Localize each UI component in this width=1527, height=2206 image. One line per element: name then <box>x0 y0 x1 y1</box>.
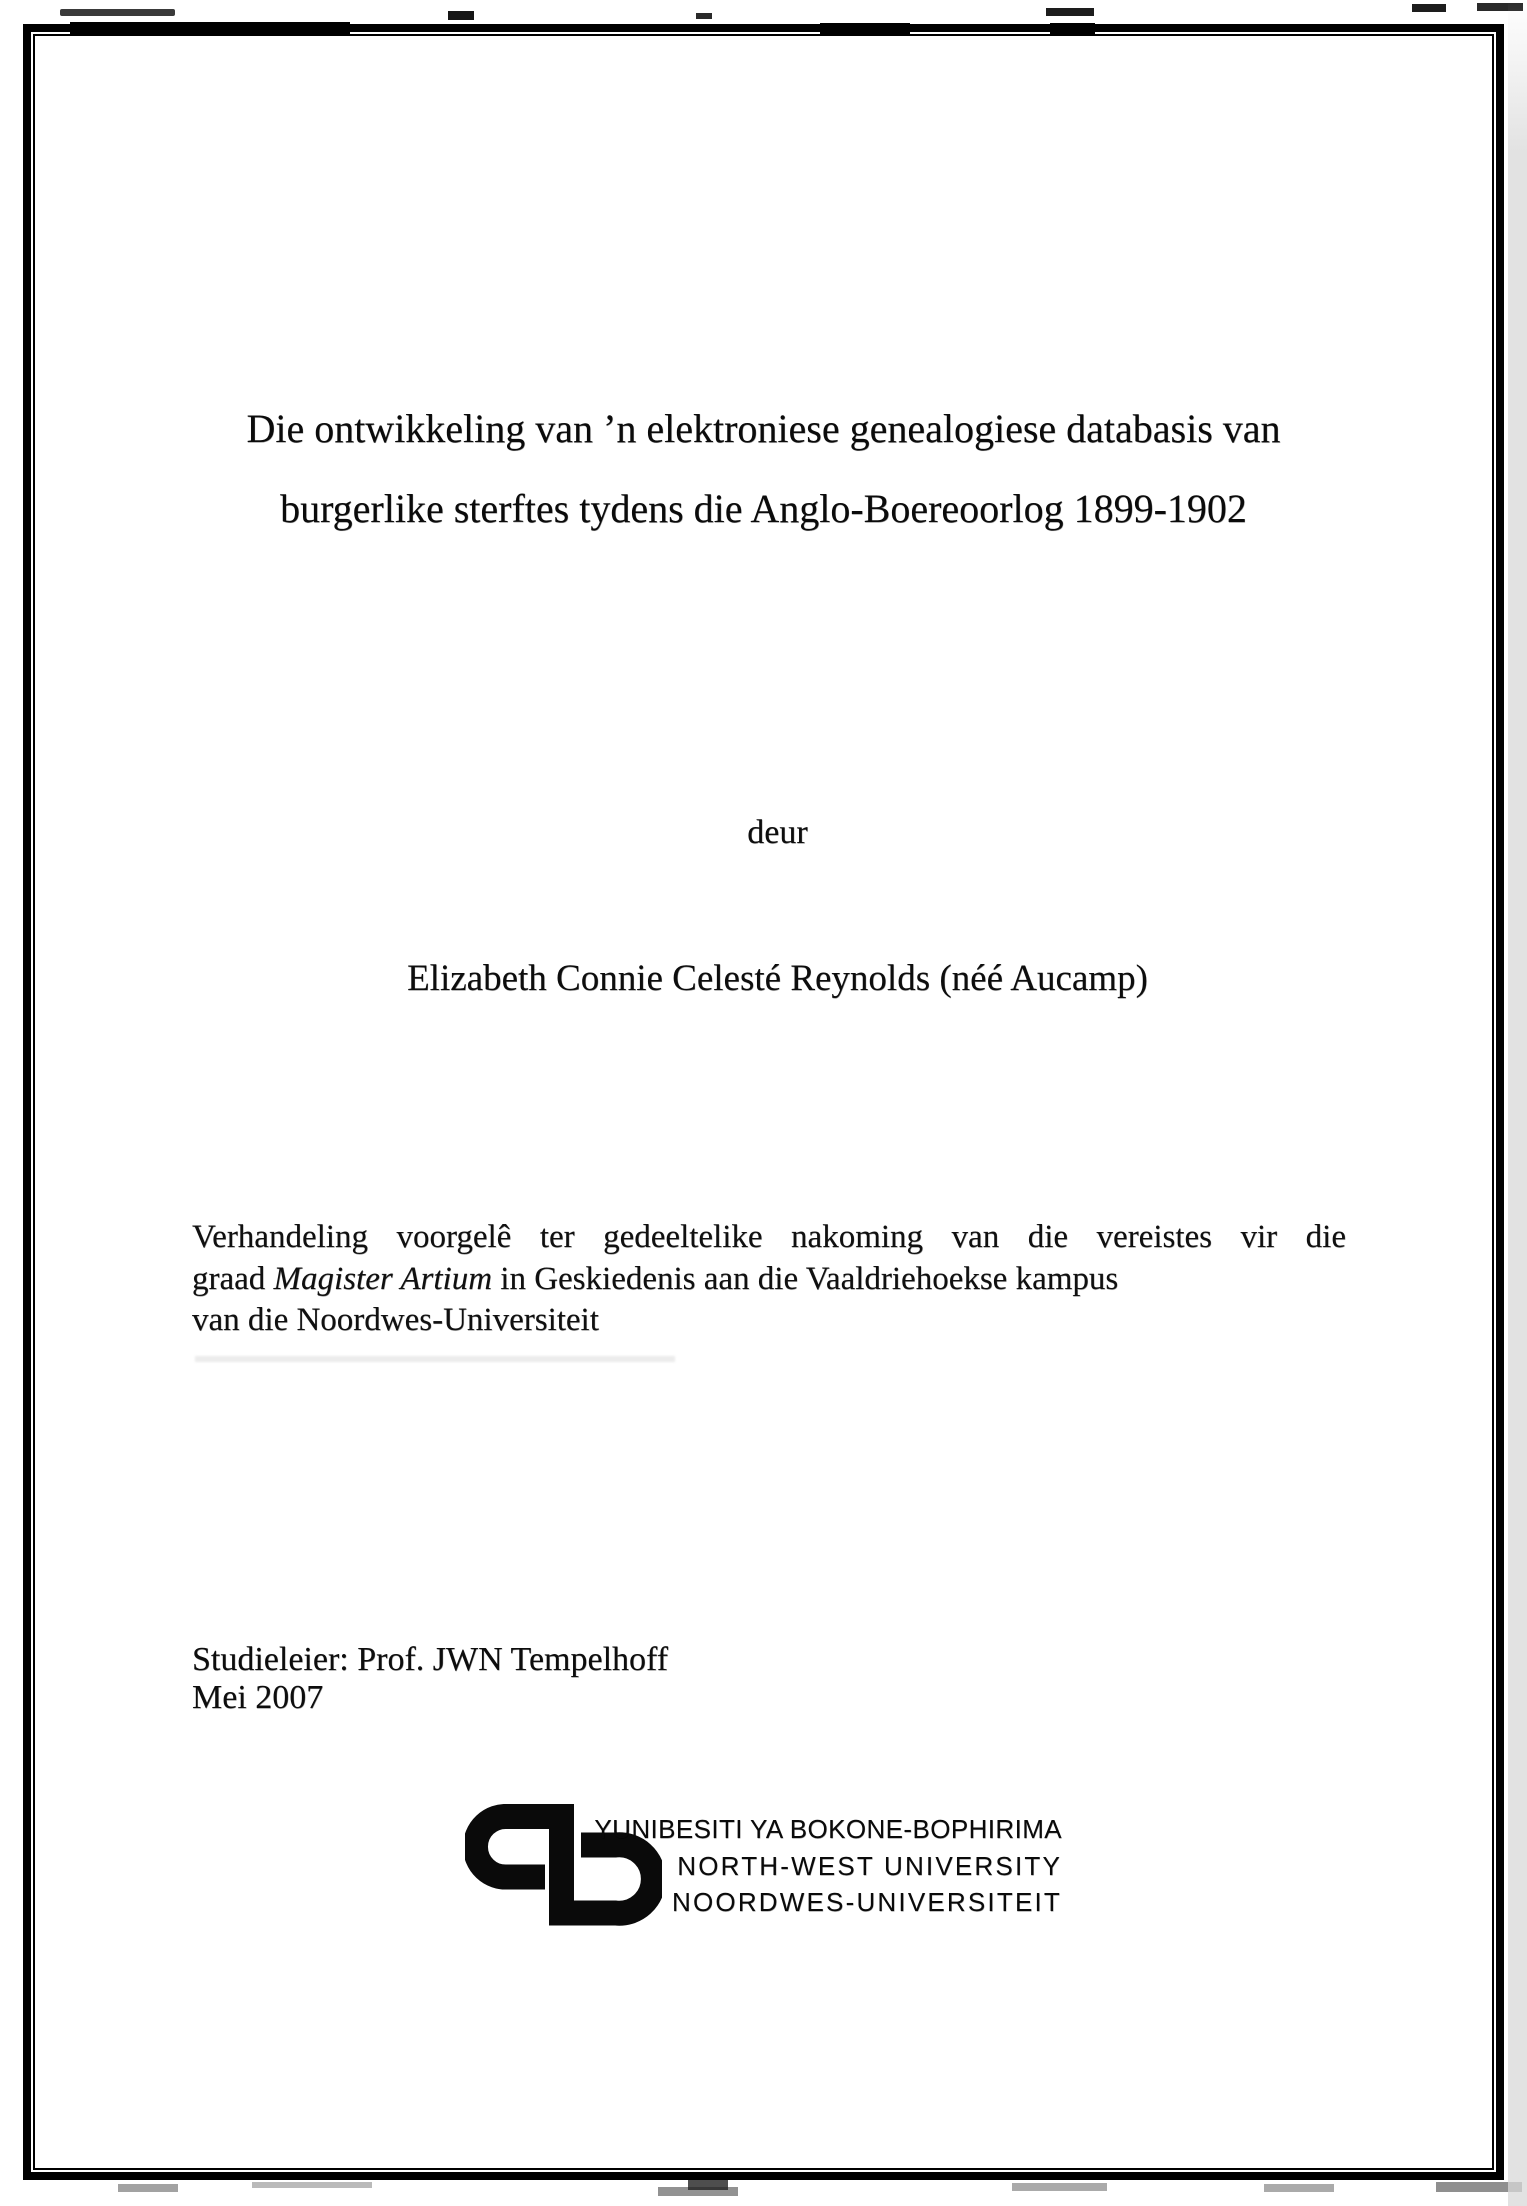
scan-edge-shadow <box>1508 0 1527 2206</box>
scan-artifact <box>252 2182 372 2188</box>
logo-line-setswana: YUNIBESITI YA BOKONE-BOPHIRIMA <box>594 1814 1062 1844</box>
scan-artifact <box>1046 8 1094 16</box>
scan-artifact <box>118 2184 178 2192</box>
title-line-2: burgerlike sterftes tydens die Anglo-Boereoorlog 1899-1902 <box>280 486 1247 531</box>
scan-artifact <box>448 11 474 20</box>
thesis-title <box>40 389 1487 549</box>
author-name: Elizabeth Connie Celesté Reynolds (néé Aucamp) <box>407 958 1148 999</box>
scan-artifact <box>696 13 712 19</box>
statement-line-2 <box>192 1259 1346 1301</box>
date-line: Mei 2007 <box>192 1679 324 1716</box>
byline: deur <box>747 814 808 851</box>
logo-line-afrikaans: NOORDWES-UNIVERSITEIT <box>672 1887 1062 1917</box>
statement-line-2-suffix: in Geskiedenis aan die Vaaldriehoekse kampus <box>492 1260 1119 1297</box>
statement-line-1: Verhandeling voorgelê ter gedeeltelike nakoming van die vereistes vir die <box>192 1219 1346 1255</box>
supervisor-block <box>192 1641 668 1717</box>
statement-line-3: van die Noordwes-Universiteit <box>192 1302 599 1338</box>
scan-artifact <box>1264 2184 1334 2192</box>
logo-line-english: NORTH-WEST UNIVERSITY <box>677 1850 1062 1881</box>
statement-line-2-prefix: graad <box>192 1260 274 1297</box>
scan-artifact <box>60 9 175 16</box>
degree-statement <box>192 1217 1346 1342</box>
nwu-logo-wordmark <box>594 1811 1062 1921</box>
scan-artifact <box>688 2180 728 2190</box>
supervisor-line: Studieleier: Prof. JWN Tempelhoff <box>192 1641 669 1678</box>
title-line-1: Die ontwikkeling van ’n elektroniese genealogiese databasis van <box>246 406 1281 451</box>
scan-artifact <box>1412 4 1446 12</box>
degree-name: Magister Artium <box>273 1260 493 1297</box>
scan-artifact <box>1012 2183 1107 2191</box>
